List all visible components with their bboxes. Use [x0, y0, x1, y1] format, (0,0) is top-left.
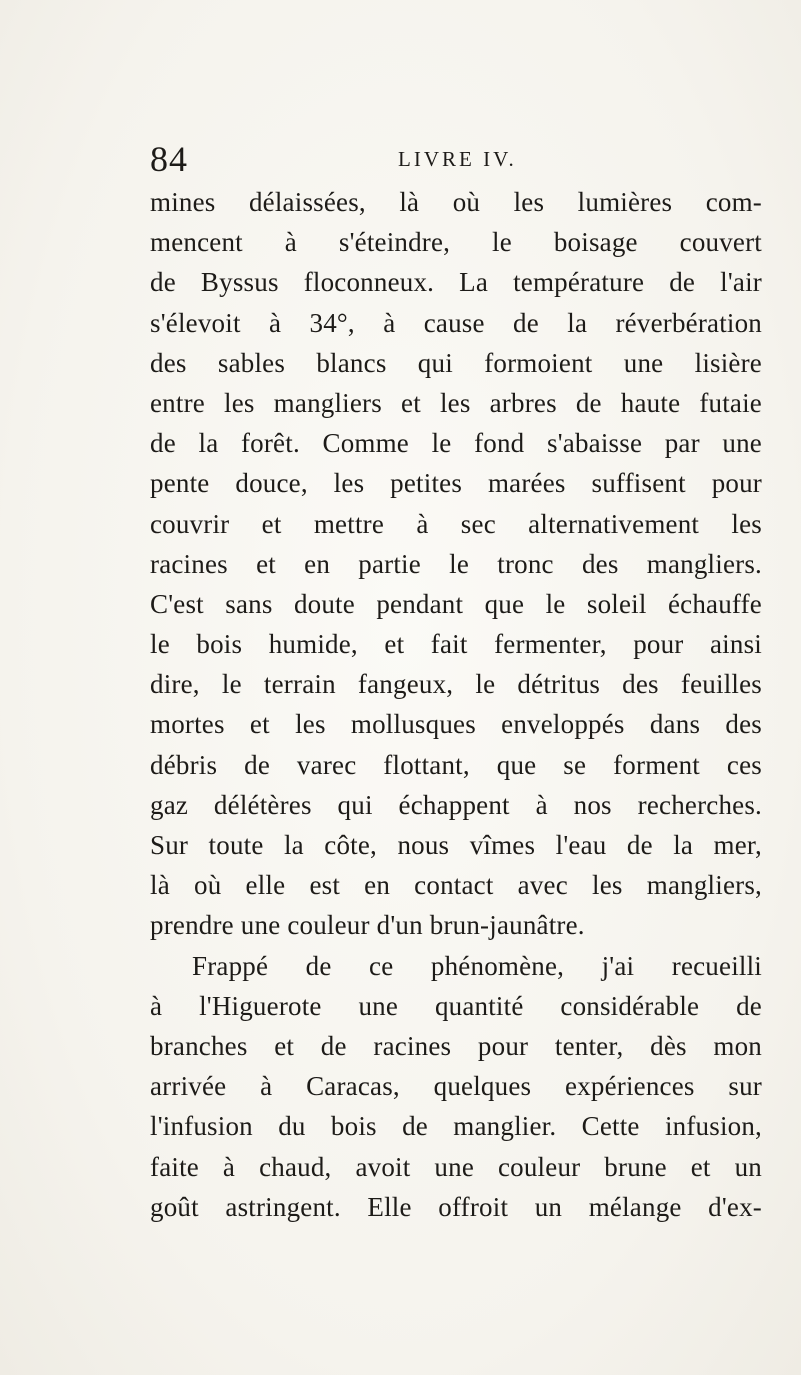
text-line: mines délaissées, là où les lumières com- [150, 187, 762, 217]
text-line: goût astringent. Elle offroit un mélange d'ex- [150, 1191, 762, 1222]
text-line: C'est sans doute pendant que le soleil échauffe [150, 588, 762, 619]
text-line: s'élevoit à 34°, à cause de la réverbération [150, 307, 762, 338]
text-line: dire, le terrain fangeux, le détritus des feuilles [150, 669, 762, 700]
text-line: des sables blancs qui formoient une lisière [150, 347, 762, 378]
page-number: 84 [150, 139, 188, 179]
text-line: Sur toute la côte, nous vîmes l'eau de la mer, [150, 830, 762, 860]
text-line: à l'Higuerote une quantité considérable de [150, 990, 762, 1021]
text-line: arrivée à Caracas, quelques expériences sur [150, 1071, 762, 1102]
text-line: mortes et les mollusques enveloppés dans des [150, 709, 762, 740]
text-line: racines et en partie le tronc des mangliers. [150, 548, 762, 579]
text-line: mencent à s'éteindre, le boisage couvert [150, 227, 762, 258]
text-line: couvrir et mettre à sec alternativement les [150, 508, 762, 539]
text-line: de la forêt. Comme le fond s'abaisse par une [150, 428, 762, 459]
text-line: de Byssus floconneux. La température de l'air [150, 267, 762, 298]
body-text [150, 182, 762, 1227]
text-line: l'infusion du bois de manglier. Cette infusion, [150, 1111, 762, 1142]
text-line: entre les mangliers et les arbres de haute futaie [150, 387, 762, 418]
running-head: LIVRE IV. [398, 147, 517, 171]
text-line: le bois humide, et fait fermenter, pour ainsi [150, 629, 762, 660]
text-line: Frappé de ce phénomène, j'ai recueilli [192, 950, 762, 981]
page-header [150, 138, 760, 178]
text-line: branches et de racines pour tenter, dès mon [150, 1030, 762, 1061]
text-line: là où elle est en contact avec les mangliers, [150, 870, 762, 901]
text-line: gaz délétères qui échappent à nos recherches. [150, 789, 762, 820]
text-line: débris de varec flottant, que se forment ces [150, 749, 762, 780]
text-line: pente douce, les petites marées suffisent pour [150, 468, 762, 499]
text-line: prendre une couleur d'un brun-jaunâtre. [150, 910, 585, 941]
text-line: faite à chaud, avoit une couleur brune et un [150, 1151, 762, 1182]
